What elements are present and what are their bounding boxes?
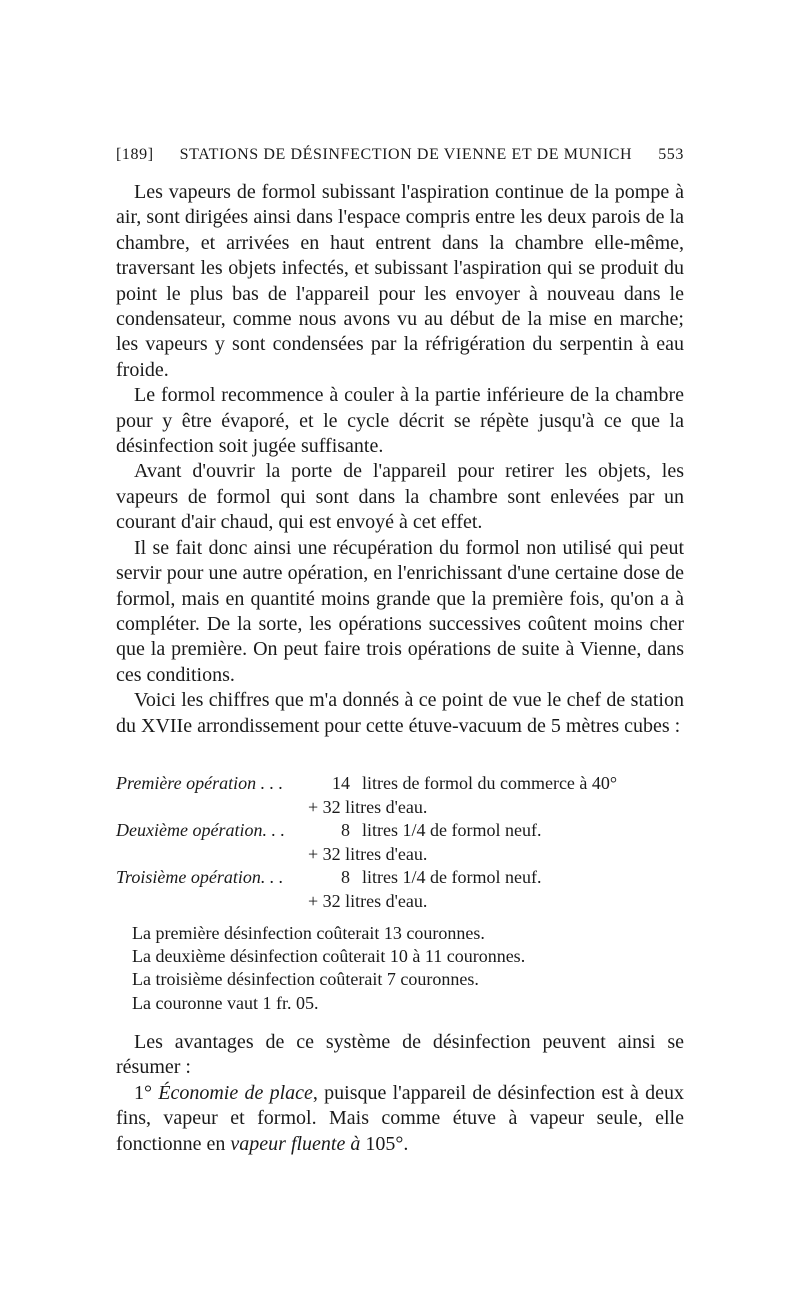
operation-row: [116, 819, 684, 843]
cost-line: La deuxième désinfection coûterait 10 à 11 couronnes.: [132, 946, 526, 967]
summary-intro: Les avantages de ce système de désinfection peuvent ainsi se résumer :: [116, 1031, 684, 1079]
operation-text: litres de formol du commerce à 40°: [362, 773, 618, 793]
operation-row: [116, 866, 684, 890]
item-italic-text: vapeur fluente à: [230, 1132, 361, 1155]
operation-water: + 32 litres d'eau.: [308, 843, 428, 864]
paragraph: Les vapeurs de formol subissant l'aspiration continue de la pompe à air, sont dirigées ainsi dans l'espace compris entre les deux parois de la chambre, et arrivées en haut entrent dans la chambre elle-même, traversant les objets infectés, et subissant l'aspiration qui se produit du point le plus bas de l'appareil pour les envoyer à nouveau dans le condensateur, comme nous avons vu au début de la mise en marche; les vapeurs y sont condensées par la réfrigération du serpentin à eau froide.: [116, 181, 684, 381]
operation-amount: 8: [341, 820, 350, 841]
operation-text: litres 1/4 de formol neuf.: [362, 867, 542, 888]
paragraph: Le formol recommence à couler à la partie inférieure de la chambre pour y être évaporé, et le cycle décrit se répète jusqu'à ce que la désinfection soit jugée suffisante.: [116, 384, 684, 458]
cost-line: La troisième désinfection coûterait 7 couronnes.: [132, 969, 479, 990]
item-heading: Économie de place: [158, 1081, 313, 1104]
cost-list: [132, 922, 684, 1015]
main-text: [116, 180, 684, 739]
operation-amount: 8: [341, 867, 350, 888]
paragraph: Voici les chiffres que m'a donnés à ce point de vue le chef de station du XVIIe arrondissement pour cette étuve-vacuum de 5 mètres cubes :: [116, 689, 684, 737]
operation-amount: 14: [332, 773, 350, 793]
operation-label: Première opération . . .: [116, 773, 284, 793]
operation-water-row: [116, 796, 684, 820]
operation-water: + 32 litres d'eau.: [308, 890, 428, 911]
operation-water-row: [116, 890, 684, 914]
header-section-number: [189]: [116, 146, 154, 163]
operations-list: [116, 772, 684, 914]
cost-line: La couronne vaut 1 fr. 05.: [132, 992, 319, 1013]
page-number: 553: [658, 146, 684, 163]
operation-label: Deuxième opération. . .: [116, 820, 285, 841]
item-text-end: 105°.: [360, 1132, 409, 1155]
item-text: , puisque l'appareil de désinfection est à deux fins, vapeur et formol. Mais comme étuve à vapeur seule, elle fonctionne en: [116, 1081, 684, 1155]
operation-water: + 32 litres d'eau.: [308, 796, 428, 817]
operation-water-row: [116, 843, 684, 867]
paragraph: Avant d'ouvrir la porte de l'appareil pour retirer les objets, les vapeurs de formol qui sont dans la chambre sont enlevées par un courant d'air chaud, qui est envoyé à cet effet.: [116, 460, 684, 534]
item-number: 1°: [134, 1081, 152, 1104]
operation-label: Troisième opération. . .: [116, 867, 284, 888]
cost-line: La première désinfection coûterait 13 couronnes.: [132, 923, 485, 943]
paragraph: Il se fait donc ainsi une récupération du formol non utilisé qui peut servir pour une autre opération, en l'enrichissant d'une certaine dose de formol, mais en quantité moins grande que la première fois, qu'on a à compléter. De la sorte, les opérations successives coûtent moins cher que la première. On peut faire trois opérations de suite à Vienne, dans ces conditions.: [116, 536, 684, 686]
summary-text: [116, 1030, 684, 1157]
running-header: [116, 146, 684, 164]
operation-text: litres 1/4 de formol neuf.: [362, 820, 542, 841]
header-title: STATIONS DE DÉSINFECTION DE VIENNE ET DE MUNICH: [179, 146, 633, 163]
operation-row: [116, 772, 684, 796]
summary-item: [116, 1081, 684, 1157]
